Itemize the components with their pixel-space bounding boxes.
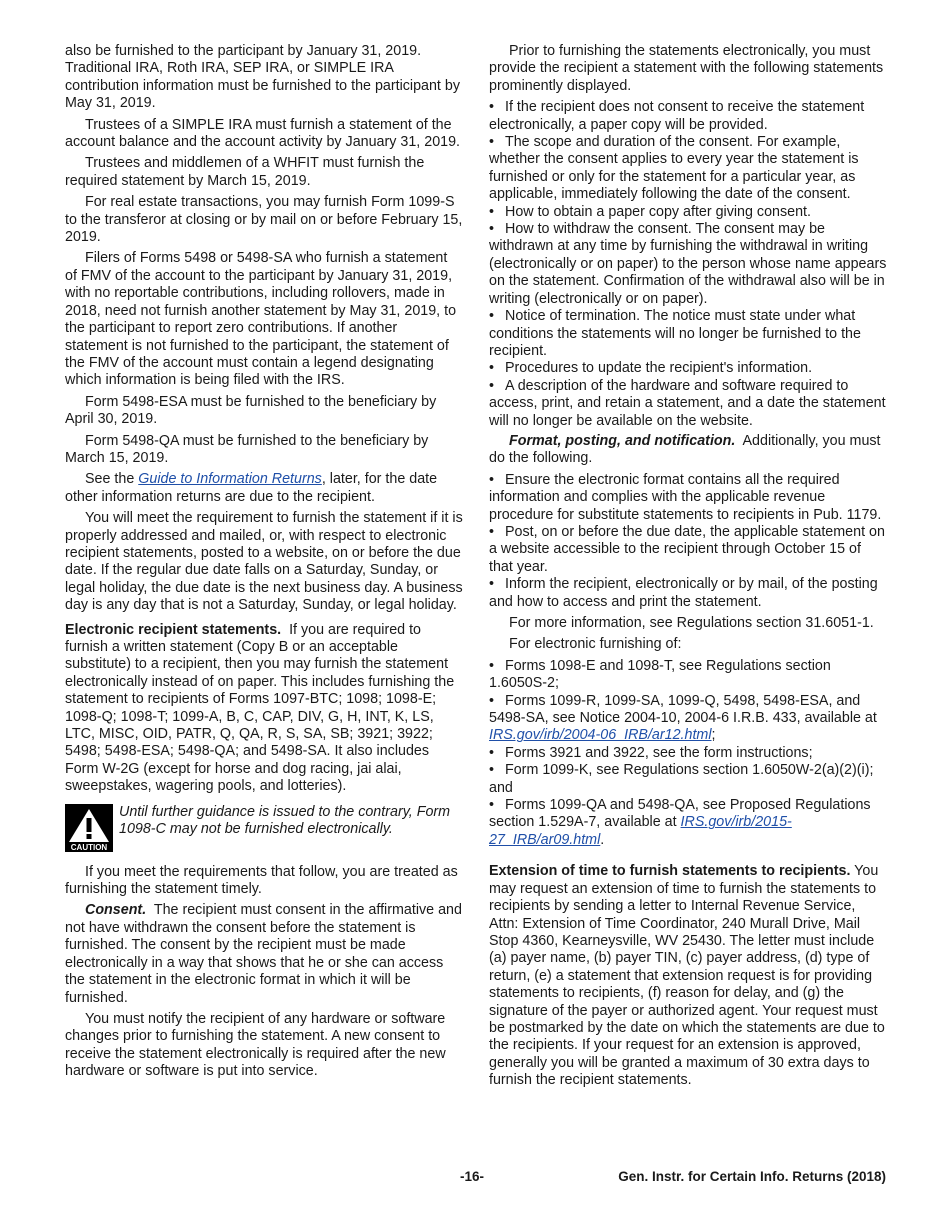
section-heading: Extension of time to furnish statements to recipients. (489, 863, 851, 880)
format-bullet-list (489, 472, 887, 611)
bullet-icon: • (489, 576, 495, 593)
bullet-icon: • (489, 523, 495, 540)
paragraph: Trustees of a SIMPLE IRA must furnish a statement of the account balance and the account activity by January 31, 2019. (65, 116, 461, 151)
list-item-text: The scope and duration of the consent. For example, whether the consent applies to every year the statement is furnished or only for the statement for a particular year, as applicable, immediately following the date of the consent. (489, 134, 859, 203)
guide-to-information-returns-link[interactable]: Guide to Information Returns (138, 471, 322, 488)
electronic-recipient-statements-section (65, 622, 463, 796)
list-item (489, 576, 887, 611)
list-item (489, 693, 887, 745)
list-item-text: Notice of termination. The notice must state under what conditions the statements will no longer be furnished to the recipient. (489, 308, 861, 359)
list-item-text: Forms 1099-QA and 5498-QA, see Proposed Regulations section 1.529A-7, available at (489, 797, 871, 831)
list-item-text: Procedures to update the recipient's information. (505, 360, 813, 377)
list-item (489, 99, 887, 134)
format-posting-notification-section (489, 433, 887, 468)
paragraph: For more information, see Regulations section 31.6051-1. (509, 615, 874, 631)
text: , later, for the date other information returns are due to the recipient. (65, 471, 438, 505)
list-item (489, 308, 887, 360)
section-body: Additionally, you must do the following. (489, 432, 881, 467)
list-item-text: How to withdraw the consent. The consent may be withdrawn at any time by furnishing the withdrawal in writing (electronically or on paper) to the person whose name appears on the statement. Confirmation of the withdrawal also will be in writing (electronically or on paper). (489, 221, 887, 307)
paragraph: For real estate transactions, you may furnish Form 1099-S to the transferor at closing or by mail on or before February 15, 2019. (65, 194, 463, 246)
list-item (489, 762, 887, 797)
paragraph: Filers of Forms 5498 or 5498-SA who furnish a statement of FMV of the account to the participant by January 31, 2019, with no reportable contributions, including rollovers, made in 2018, need not furnish another statement by May 31, 2019, to the participant to report zero contributions. If another statement is not furnished to the participant, the statement of the FMV of the account must contain a legend designating which information is being filed with the IRS. (65, 250, 457, 389)
extension-section (489, 863, 887, 1089)
caution-note (65, 804, 463, 852)
bullet-icon: • (489, 203, 495, 220)
bullet-icon: • (489, 308, 495, 325)
text: See the (85, 471, 139, 488)
paragraph: Prior to furnishing the statements electronically, you must provide the recipient a statement with the following statements prominently displayed. (489, 43, 884, 94)
bullet-icon: • (489, 377, 495, 394)
paragraph: Form 5498-ESA must be furnished to the beneficiary by April 30, 2019. (65, 393, 437, 428)
list-item (489, 204, 887, 221)
paragraph: Form 5498-QA must be furnished to the beneficiary by March 15, 2019. (65, 432, 429, 466)
list-item (489, 797, 887, 849)
list-item-text: How to obtain a paper copy after giving consent. (505, 203, 811, 220)
page-number: -16- (460, 1169, 485, 1184)
section-body: The recipient must consent in the affirmative and not have withdrawn the consent before the statement is furnished. The consent by the recipient must be made electronically in a way that shows that he or she can access the statement in the electronic format in which it will be furnished. (65, 902, 462, 1006)
bullet-icon: • (489, 657, 495, 674)
list-item-text: If the recipient does not consent to receive the statement electronically, a paper copy will be provided. (489, 99, 865, 133)
paragraph: You must notify the recipient of any hardware or software changes prior to furnishing the statement. A new consent to receive the statement electronically is required after the new hardware or software is put into service. (65, 1010, 446, 1080)
list-item-text: Post, on or before the due date, the applicable statement on a website accessible to the recipient through October 15 of that year. (489, 523, 885, 575)
list-item (489, 524, 887, 576)
text: . (600, 831, 605, 848)
caution-triangle-icon (65, 804, 113, 852)
bullet-icon: • (489, 762, 495, 779)
list-item-text: A description of the hardware and software required to access, print, and retain a statement, and a date the statement will no longer be available on the website. (489, 377, 886, 429)
paragraph: For electronic furnishing of: (509, 636, 682, 653)
bullet-icon: • (489, 360, 495, 377)
proposed-regulations-link[interactable]: IRS.gov/irb/2015-27_IRB/ar09.html (489, 814, 792, 848)
paragraph (65, 471, 463, 506)
bullet-icon: • (489, 99, 495, 116)
section-heading: Format, posting, and notification. (509, 432, 736, 449)
paragraph: You will meet the requirement to furnish the statement if it is properly addressed and mailed, or, with respect to electronic recipient statements, posted to a website, on or before the due date. If the regular due date falls on a Saturday, Sunday, or legal holiday, the due date is the next business day. A business day is any day that is not a Saturday, Sunday, or legal holiday. (65, 510, 463, 614)
caution-text: Until further guidance is issued to the contrary, Form 1098-C may not be furnished electronically. (119, 803, 451, 838)
paragraph: also be furnished to the participant by January 31, 2019. Traditional IRA, Roth IRA, SEP IRA, or SIMPLE IRA contribution information must be furnished to the participant by May 31, 2019. (65, 43, 460, 112)
list-item (489, 360, 887, 377)
list-item-text: Inform the recipient, electronically or by mail, of the posting and how to access and print the statement. (489, 576, 878, 610)
bullet-icon: • (489, 692, 495, 709)
section-heading: Consent. (85, 902, 147, 919)
bullet-icon: • (489, 471, 495, 488)
list-item (489, 221, 887, 308)
list-item (489, 378, 887, 430)
paragraph: If you meet the requirements that follow, you are treated as furnishing the statement timely. (65, 863, 458, 898)
bullet-icon: • (489, 134, 495, 151)
bullet-icon: • (489, 221, 495, 238)
bullet-icon: • (489, 797, 495, 814)
text: ; (711, 727, 716, 744)
list-item (489, 658, 887, 693)
section-body: You may request an extension of time to furnish the statements to recipients by sending a letter to Internal Revenue Service, Attn: Extension of Time Coordinator, 240 Murall Drive, Mail Stop 4360, Kearneysville, WV 25430. The letter must include (a) payer name, (b) payer TIN, (c) payer address, (d) type of return, (e) a statement that extension request is for providing statements to recipients, (f) reason for delay, and (g) the signature of the payer or authorized agent. Your request must be postmarked by the date on which the statements are due to the recipients. If your request for an extension is approved, generally you will be granted a maximum of 30 extra days to furnish the recipient statements. (489, 863, 885, 1089)
section-heading: Electronic recipient statements. (65, 621, 282, 638)
electronic-furnishing-list (489, 658, 887, 849)
bullet-icon: • (489, 744, 495, 761)
right-column (489, 43, 887, 1094)
list-item (489, 472, 887, 524)
notice-2004-10-link[interactable]: IRS.gov/irb/2004-06_IRB/ar12.html (489, 727, 712, 744)
list-item-text: Forms 1098-E and 1098-T, see Regulations section 1.6050S-2; (489, 657, 831, 692)
list-item-text: Ensure the electronic format contains all the required information and complies with the applicable revenue procedure for substitute statements to recipients in Pub. 1179. (489, 471, 882, 523)
list-item-text: Form 1099-K, see Regulations section 1.6050W-2(a)(2)(i); and (489, 762, 874, 796)
list-item-text: Forms 1099-R, 1099-SA, 1099-Q, 5498, 5498-ESA, and 5498-SA, see Notice 2004-10, 2004-6 I.R.B. 433, available at (489, 692, 877, 727)
list-item-text: Forms 3921 and 3922, see the form instructions; (505, 744, 813, 761)
document-title-footer: Gen. Instr. for Certain Info. Returns (2018) (618, 1169, 886, 1184)
left-column (65, 43, 463, 1085)
consent-section (65, 902, 463, 1006)
list-item (489, 134, 887, 204)
section-body: If you are required to furnish a written statement (Copy B or an acceptable substitute) to a recipient, then you may furnish the statement electronically instead of on paper. This includes furnishing the statement to recipients of Forms 1097-BTC; 1098; 1098-E; 1098-Q; 1098-T; 1099-A, B, C, CAP, DIV, G, H, INT, K, LS, LTC, MISC, OID, PATR, Q, QA, R, S, SA, SB; 3921; 3922; 5498; 5498-ESA; 5498-QA; and 5498-SA. It also includes Form W-2G (except for horse and dog racing, jai alai, sweepstakes, wagering pools, and lotteries). (65, 621, 455, 795)
consent-bullet-list (489, 99, 887, 430)
caution-label: CAUTION (70, 842, 108, 852)
list-item (489, 745, 887, 762)
paragraph: Trustees and middlemen of a WHFIT must furnish the required statement by March 15, 2019. (65, 155, 425, 189)
